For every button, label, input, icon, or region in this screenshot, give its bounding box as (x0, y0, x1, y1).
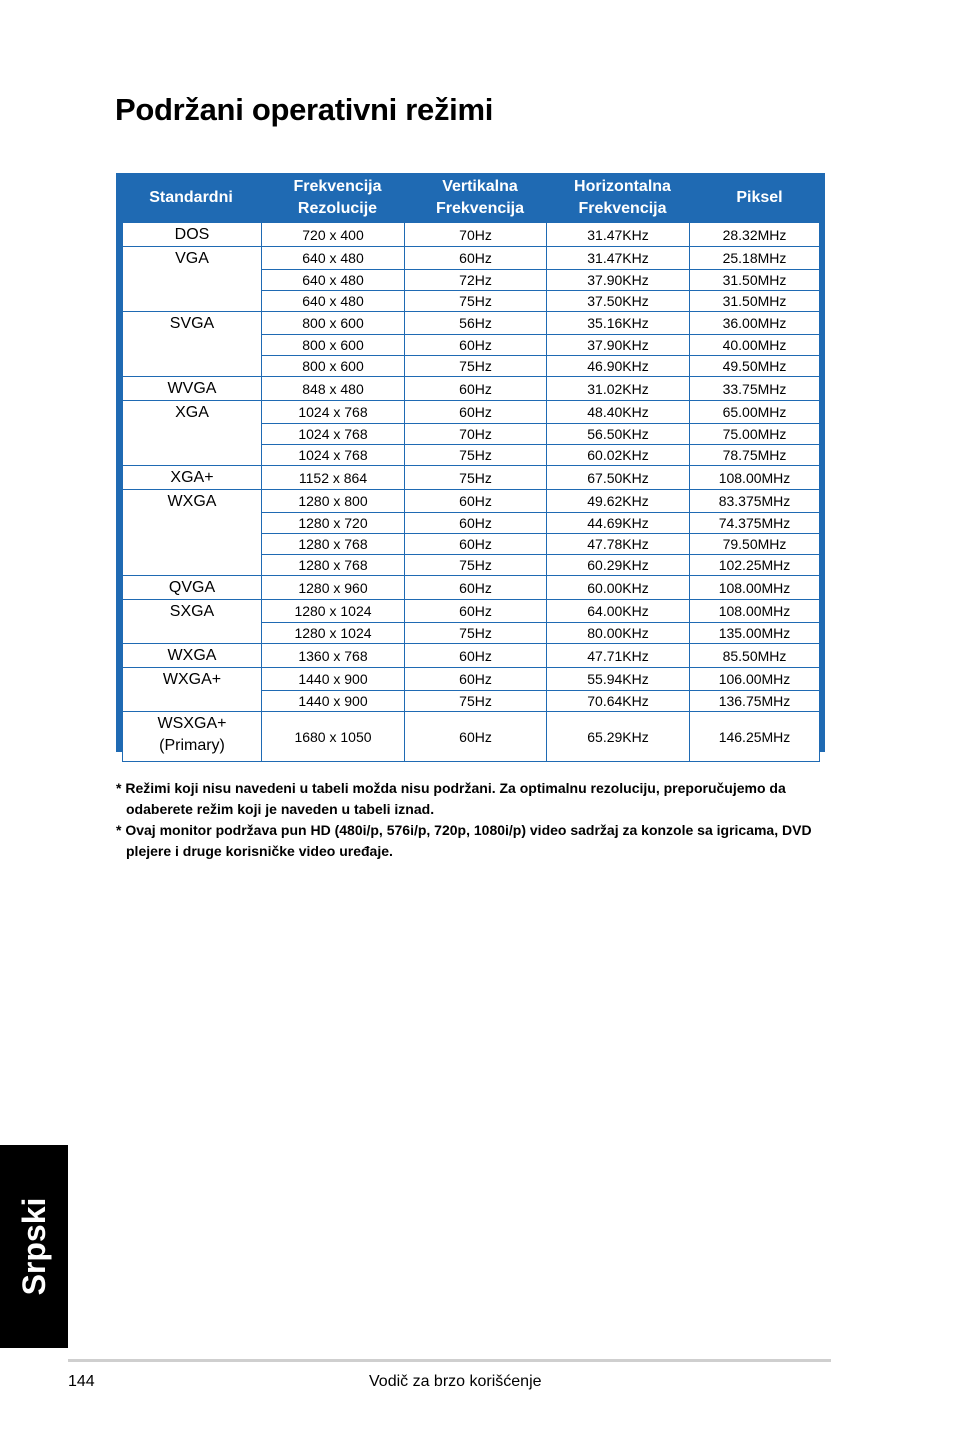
language-tab (0, 1145, 68, 1348)
table-row (123, 223, 820, 247)
column-header: Horizontalna Frekvencija (574, 177, 671, 217)
table-cell: 102.25MHz (690, 555, 820, 576)
table-cell: 1280 x 768 (262, 555, 405, 576)
table-cell: 37.90KHz (547, 335, 690, 356)
table-cell: 31.02KHz (547, 377, 690, 401)
table-cell: 36.00MHz (690, 312, 820, 335)
standard-cell: XGA (123, 401, 262, 466)
table-cell: 60Hz (405, 534, 547, 555)
table-cell: 35.16KHz (547, 312, 690, 335)
table-cell: 75Hz (405, 555, 547, 576)
table-cell: 60Hz (405, 335, 547, 356)
table-cell: 60Hz (405, 247, 547, 270)
column-header: Standardni (149, 188, 233, 206)
table-cell: 108.00MHz (690, 466, 820, 490)
modes-table-body (122, 222, 820, 762)
table-cell: 106.00MHz (690, 668, 820, 691)
table-cell: 85.50MHz (690, 644, 820, 668)
table-cell: 80.00KHz (547, 623, 690, 644)
table-row (123, 247, 820, 270)
table-cell: 28.32MHz (690, 223, 820, 247)
table-cell: 136.75MHz (690, 691, 820, 712)
standard-cell: WSXGA+ (Primary) (123, 712, 262, 762)
table-cell: 79.50MHz (690, 534, 820, 555)
table-cell: 70.64KHz (547, 691, 690, 712)
table-cell: 60.02KHz (547, 445, 690, 466)
table-cell: 47.71KHz (547, 644, 690, 668)
language-tab-label: Srpski (15, 1197, 52, 1296)
standard-cell: SXGA (123, 600, 262, 644)
table-row (123, 401, 820, 424)
table-cell: 70Hz (405, 223, 547, 247)
table-cell: 75Hz (405, 445, 547, 466)
table-cell: 800 x 600 (262, 335, 405, 356)
table-cell: 60Hz (405, 644, 547, 668)
footnote: * Ovaj monitor podržava pun HD (480i/p, 576i/p, 720p, 1080i/p) video sadržaj za konzole sa igricama, DVD plejere i druge korisničke video uređaje. (116, 822, 812, 859)
table-cell: 37.50KHz (547, 291, 690, 312)
table-cell: 56Hz (405, 312, 547, 335)
table-cell: 1024 x 768 (262, 401, 405, 424)
table-row (123, 712, 820, 762)
table-cell: 75Hz (405, 691, 547, 712)
table-cell: 75Hz (405, 356, 547, 377)
table-cell: 60Hz (405, 668, 547, 691)
table-cell: 1280 x 720 (262, 513, 405, 534)
table-cell: 1440 x 900 (262, 691, 405, 712)
table-cell: 800 x 600 (262, 356, 405, 377)
table-cell: 47.78KHz (547, 534, 690, 555)
table-cell: 108.00MHz (690, 576, 820, 600)
table-cell: 48.40KHz (547, 401, 690, 424)
standard-cell: QVGA (123, 576, 262, 600)
table-cell: 67.50KHz (547, 466, 690, 490)
table-cell: 83.375MHz (690, 490, 820, 513)
table-row (123, 668, 820, 691)
standard-cell: XGA+ (123, 466, 262, 490)
supported-modes-table (116, 173, 825, 752)
table-cell: 60Hz (405, 401, 547, 424)
footnotes (116, 778, 836, 862)
table-cell: 1152 x 864 (262, 466, 405, 490)
table-cell: 800 x 600 (262, 312, 405, 335)
table-cell: 1360 x 768 (262, 644, 405, 668)
table-row (123, 576, 820, 600)
table-cell: 135.00MHz (690, 623, 820, 644)
table-cell: 31.47KHz (547, 223, 690, 247)
table-cell: 720 x 400 (262, 223, 405, 247)
table-cell: 848 x 480 (262, 377, 405, 401)
table-cell: 1024 x 768 (262, 445, 405, 466)
standard-cell: SVGA (123, 312, 262, 377)
table-cell: 65.00MHz (690, 401, 820, 424)
footer-title: Vodič za brzo korišćenje (369, 1373, 542, 1390)
table-cell: 31.47KHz (547, 247, 690, 270)
table-cell: 44.69KHz (547, 513, 690, 534)
standard-cell: WXGA (123, 490, 262, 576)
table-cell: 1280 x 1024 (262, 600, 405, 623)
table-row (123, 466, 820, 490)
table-header-row (116, 173, 825, 222)
page-title: Podržani operativni režimi (115, 92, 494, 127)
standard-cell: WXGA+ (123, 668, 262, 712)
table-cell: 60Hz (405, 377, 547, 401)
table-cell: 78.75MHz (690, 445, 820, 466)
table-cell: 75Hz (405, 291, 547, 312)
table-cell: 60.00KHz (547, 576, 690, 600)
table-cell: 1280 x 960 (262, 576, 405, 600)
table-row (123, 600, 820, 623)
table-cell: 70Hz (405, 424, 547, 445)
table-cell: 55.94KHz (547, 668, 690, 691)
table-cell: 49.50MHz (690, 356, 820, 377)
table-cell: 108.00MHz (690, 600, 820, 623)
page-number: 144 (68, 1373, 95, 1390)
standard-cell: WXGA (123, 644, 262, 668)
table-row (123, 312, 820, 335)
footnote: * Režimi koji nisu navedeni u tabeli možda nisu podržani. Za optimalnu rezoluciju, preporučujemo da odaberete režim koji je naveden u tabeli iznad. (116, 780, 786, 817)
table-cell: 1280 x 768 (262, 534, 405, 555)
table-cell: 49.62KHz (547, 490, 690, 513)
standard-cell: VGA (123, 247, 262, 312)
table-cell: 33.75MHz (690, 377, 820, 401)
table-cell: 75.00MHz (690, 424, 820, 445)
table-cell: 60Hz (405, 513, 547, 534)
table-row (123, 490, 820, 513)
table-cell: 64.00KHz (547, 600, 690, 623)
table-cell: 640 x 480 (262, 291, 405, 312)
table-cell: 31.50MHz (690, 291, 820, 312)
table-cell: 1024 x 768 (262, 424, 405, 445)
column-header: Frekvencija Rezolucije (293, 177, 382, 217)
table-cell: 37.90KHz (547, 270, 690, 291)
table-row (123, 644, 820, 668)
table-cell: 46.90KHz (547, 356, 690, 377)
table-cell: 60Hz (405, 712, 547, 762)
table-cell: 146.25MHz (690, 712, 820, 762)
table-cell: 65.29KHz (547, 712, 690, 762)
table-cell: 25.18MHz (690, 247, 820, 270)
table-cell: 60.29KHz (547, 555, 690, 576)
table-cell: 56.50KHz (547, 424, 690, 445)
table-cell: 31.50MHz (690, 270, 820, 291)
table-cell: 60Hz (405, 490, 547, 513)
table-cell: 1280 x 1024 (262, 623, 405, 644)
table-cell: 1440 x 900 (262, 668, 405, 691)
table-cell: 74.375MHz (690, 513, 820, 534)
table-cell: 1680 x 1050 (262, 712, 405, 762)
table-cell: 1280 x 800 (262, 490, 405, 513)
standard-cell: DOS (123, 223, 262, 247)
table-row (123, 377, 820, 401)
table-cell: 75Hz (405, 623, 547, 644)
table-cell: 40.00MHz (690, 335, 820, 356)
table-cell: 72Hz (405, 270, 547, 291)
column-header: Vertikalna Frekvencija (435, 177, 525, 217)
table-cell: 60Hz (405, 600, 547, 623)
column-header: Piksel (736, 188, 783, 206)
standard-cell: WVGA (123, 377, 262, 401)
table-cell: 60Hz (405, 576, 547, 600)
footer-divider (68, 1359, 831, 1362)
table-cell: 640 x 480 (262, 247, 405, 270)
table-cell: 75Hz (405, 466, 547, 490)
table-cell: 640 x 480 (262, 270, 405, 291)
